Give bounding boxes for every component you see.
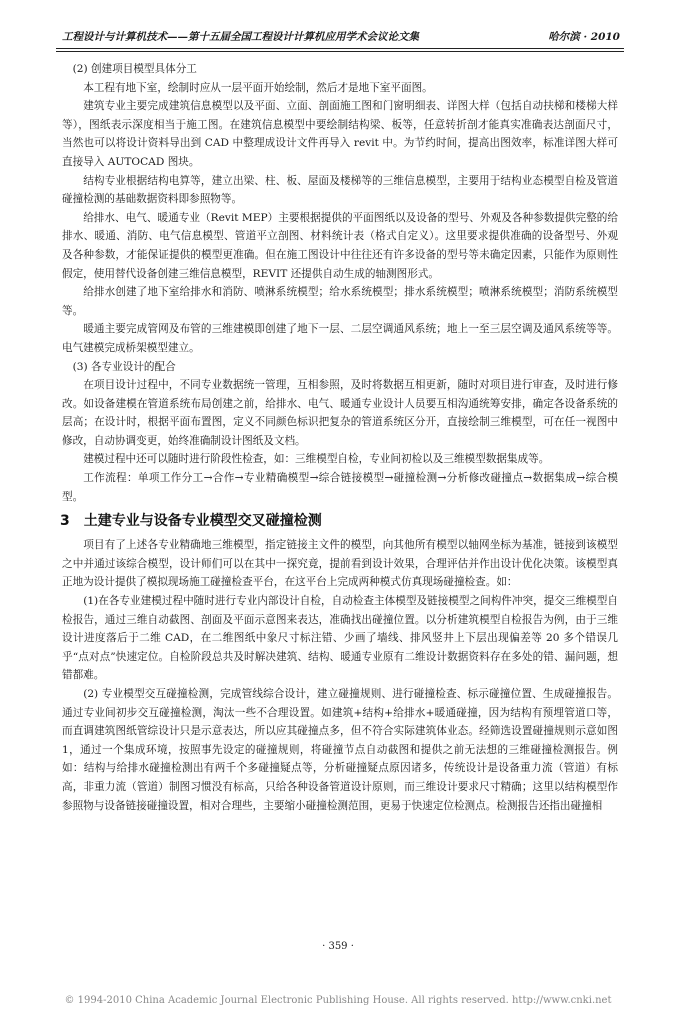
paragraph: 在项目设计过程中，不同专业数据统一管理，互相参照，及时将数据互相更新，随时对项目进行审查，及时进行修改。如设备建模在管道系统布局创建之前，给排水、电气、暖通专业设计人员要互相沟通统筹安排，确定各设备系统的层高；在设计时，根据平面布置图，定义不同颜色标识把复杂的管道系统区分开，直接绘制三维模型，可在任一视图中修改，自动协调变更，始终准确制设计图纸及文档。	[62, 379, 618, 447]
paragraph: 工作流程：单项工作分工→合作→专业精确模型→综合链接模型→碰撞检测→分析修改碰撞点→数据集成→综合模型。	[62, 472, 618, 503]
header-rule	[56, 48, 624, 52]
body-text	[62, 60, 618, 815]
paragraph: 本工程有地下室，绘制时应从一层平面开始绘制，然后才是地下室平面图。	[83, 81, 433, 94]
paragraph: 给排水创建了地下室给排水和消防、喷淋系统模型；给水系统模型；排水系统模型；喷淋系统模型；消防系统模型等。	[62, 286, 618, 317]
paragraph: 建筑专业主要完成建筑信息模型以及平面、立面、剖面施工图和门窗明细表、详图大样（包括自动扶梯和楼梯大样等），图纸表示深度相当于施工图。在建筑信息模型中要绘制结构梁、板等，任意转折剖才能真实准确表达剖面尺寸，当然也可以将设计资料导出到 CAD 中整理成设计文件再导入 revit 中。为节约时间，提高出图效率，标准详图大样可直接导入 AUTOCAD 图块。	[62, 100, 618, 168]
journal-title: 工程设计与计算机技术——第十五届全国工程设计计算机应用学术会议论文集	[62, 31, 419, 43]
paragraph: 暖通主要完成管网及布管的三维建模即创建了地下一层、二层空调通风系统；地上一至三层空调及通风系统等等。电气建模完成桥架模型建立。	[62, 323, 618, 354]
paragraph: 项目有了上述各专业精确地三维模型，指定链接主文件的模型，向其他所有模型以轴网坐标为基准，链接到该模型之中并通过该综合模型，设计师们可以在其中一探究竟，提前看到设计效果，合理评估并作出设计优化决策。该模型真正地为设计提供了模拟现场施工碰撞检查平台，在这平台上完成两种模式仿真现场碰撞检查。如：	[62, 539, 618, 589]
paragraph: 结构专业根据结构电算等，建立出梁、柱、板、屋面及楼梯等的三维信息模型，主要用于结构业态模型自检及管道碰撞检测的基础数据资料即参照物等。	[62, 174, 618, 206]
subsection-heading: (3) 各专业设计的配合	[72, 360, 176, 373]
paragraph: 建模过程中还可以随时进行阶段性检查，如：三维模型自检，专业间初检以及三维模型数据集成等。	[83, 453, 550, 466]
location-year: 哈尔滨 · 2010	[548, 31, 620, 43]
section-heading: 3 土建专业与设备专业模型交叉碰撞检测	[60, 513, 322, 530]
paragraph: (2) 专业模型交互碰撞检测，完成管线综合设计，建立碰撞规则、进行碰撞检查、标示碰撞位置、生成碰撞报告。通过专业间初步交互碰撞检测，淘汰一些不合理设置。如建筑+结构+给排水+暖通碰撞，因为结构有预埋管道口等，而直调建筑图纸管综设计只是示意表达，所以应其碰撞点多，但不符合实际建筑体业态。经筛选设置碰撞规则示意如图 1，通过一个集成环境，按照事先设定的碰撞规则，将碰撞节点自动截图和提供之前无法想的三维碰撞检测报告。例如：结构与给排水碰撞检测出有两千个多碰撞疑点等，分析碰撞疑点原因诸多，传统设计是设备重力流（管道）有标高，非重力流（管道）制图习惯没有标高，只给各种设备管道设计原则，而三维设计要求尺寸精确；这里以结构模型作参照物与设备链接碰撞设置，相对合理些，主要缩小碰撞检测范围，更易于快速定位检测点。检测报告还指出碰撞相	[62, 688, 618, 812]
running-header	[62, 30, 620, 44]
page-number: · 359 ·	[322, 941, 354, 952]
paragraph: 给排水、电气、暖通专业（Revit MEP）主要根据提供的平面图纸以及设备的型号、外观及各种参数提供完整的给排水、暖通、消防、电气信息模型、管道平立剖图、材料统计表（格式自定义）。这里要求提供准确的设备型号、外观及各种参数，才能保证提供的模型更准确。但在施工图设计中往往还有许多设备的型号等未确定因素，只能作为原则性假定，使用替代设备创建三维信息模型，REVIT 还提供自动生成的轴测图形式。	[62, 211, 618, 280]
subsection-heading: (2) 创建项目模型具体分工	[72, 63, 197, 75]
copyright-footer: © 1994-2010 China Academic Journal Electronic Publishing House. All rights reserved. http://www.cnki.net	[64, 995, 612, 1006]
paragraph: (1)在各专业建模过程中随时进行专业内部设计自检，自动检查主体模型及链接模型之间构件冲突，提交三维模型自检报告，通过三维自动截图、剖面及平面示意图来表达，准确找出碰撞位置。以分析建筑模型自检报告为例，由于三维设计进度落后于二维 CAD，在二维图纸中象尺寸标注错、少画了墙线、排风竖井上下层出现偏差等 20 多个错误几乎“点对点”快速定位。自检阶段总共及时解决建筑、结构、暖通专业原有二维设计数据资料存在多处的错、漏问题，想错都难。	[62, 595, 618, 682]
